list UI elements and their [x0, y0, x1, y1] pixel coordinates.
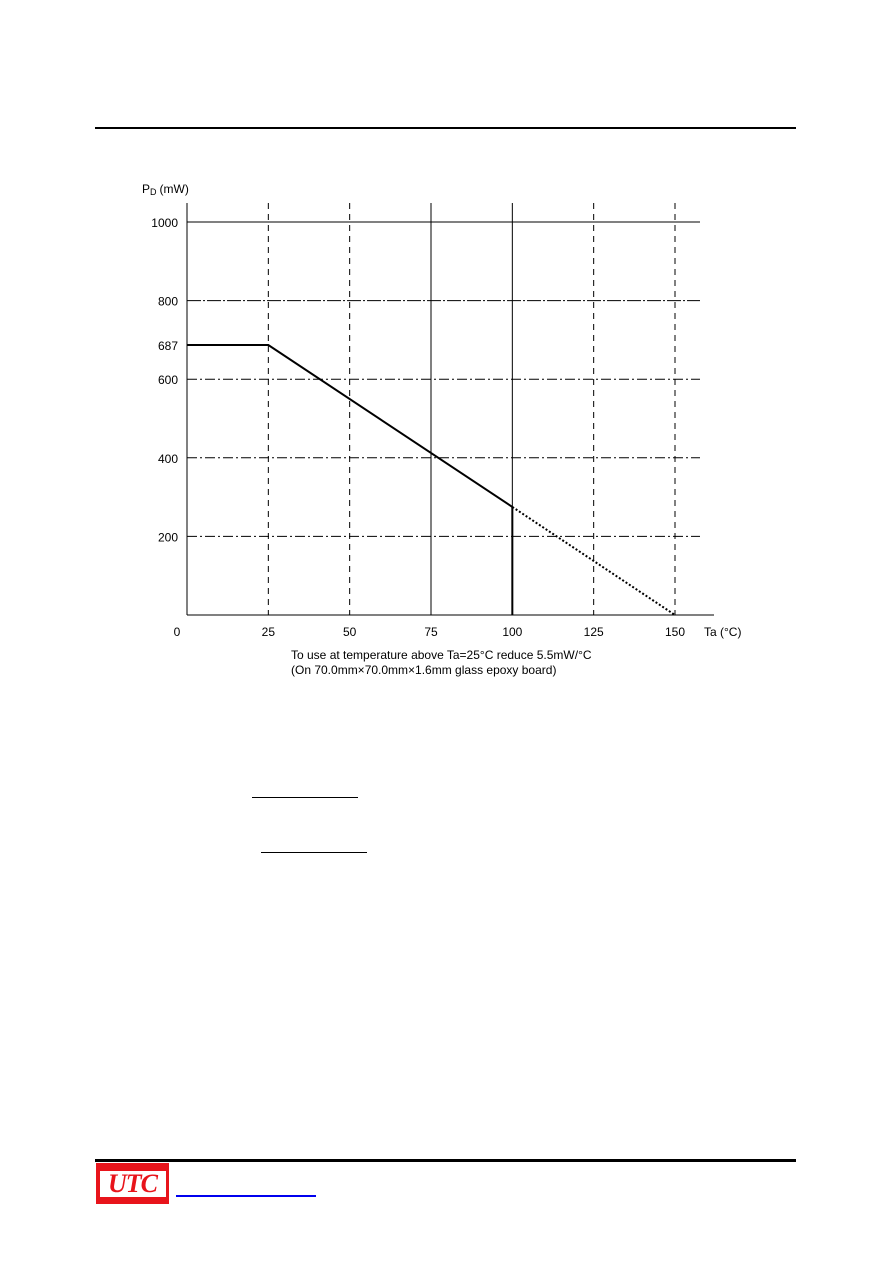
y-axis-title: PD (mW)	[142, 182, 189, 197]
blank-underline-1	[252, 797, 358, 798]
note-line-2: (On 70.0mm×70.0mm×1.6mm glass epoxy board)	[291, 663, 557, 677]
y-tick-label-200: 200	[157, 530, 178, 545]
y-tick-label-687: 687	[157, 339, 178, 354]
x-tick-label-125: 125	[583, 625, 604, 639]
y-tick-label-1000: 1000	[151, 216, 178, 230]
grid-lines	[187, 203, 700, 615]
x-axis-title: Ta (°C)	[704, 625, 742, 639]
footer-link-underline[interactable]	[176, 1195, 316, 1197]
y-tick-label-600: 600	[157, 373, 178, 388]
utc-logo	[96, 1163, 169, 1204]
x-tick-label-25: 25	[261, 625, 276, 639]
utc-logo-text: UTC	[100, 1171, 166, 1197]
y-tick-label-400: 400	[157, 451, 178, 466]
x-tick-label-50: 50	[342, 625, 357, 639]
footer-rule	[95, 1159, 796, 1162]
blank-underline-2	[261, 852, 367, 853]
x-tick-label-150: 150	[664, 625, 686, 639]
axes	[187, 203, 714, 615]
note-line-1: To use at temperature above Ta=25°C reduce 5.5mW/°C	[291, 648, 592, 662]
tick-labels	[151, 216, 685, 639]
x-tick-label-75: 75	[424, 625, 438, 639]
x-tick-label-0: 0	[173, 625, 181, 639]
y-tick-label-800: 800	[157, 294, 178, 309]
x-tick-label-100: 100	[502, 625, 523, 639]
